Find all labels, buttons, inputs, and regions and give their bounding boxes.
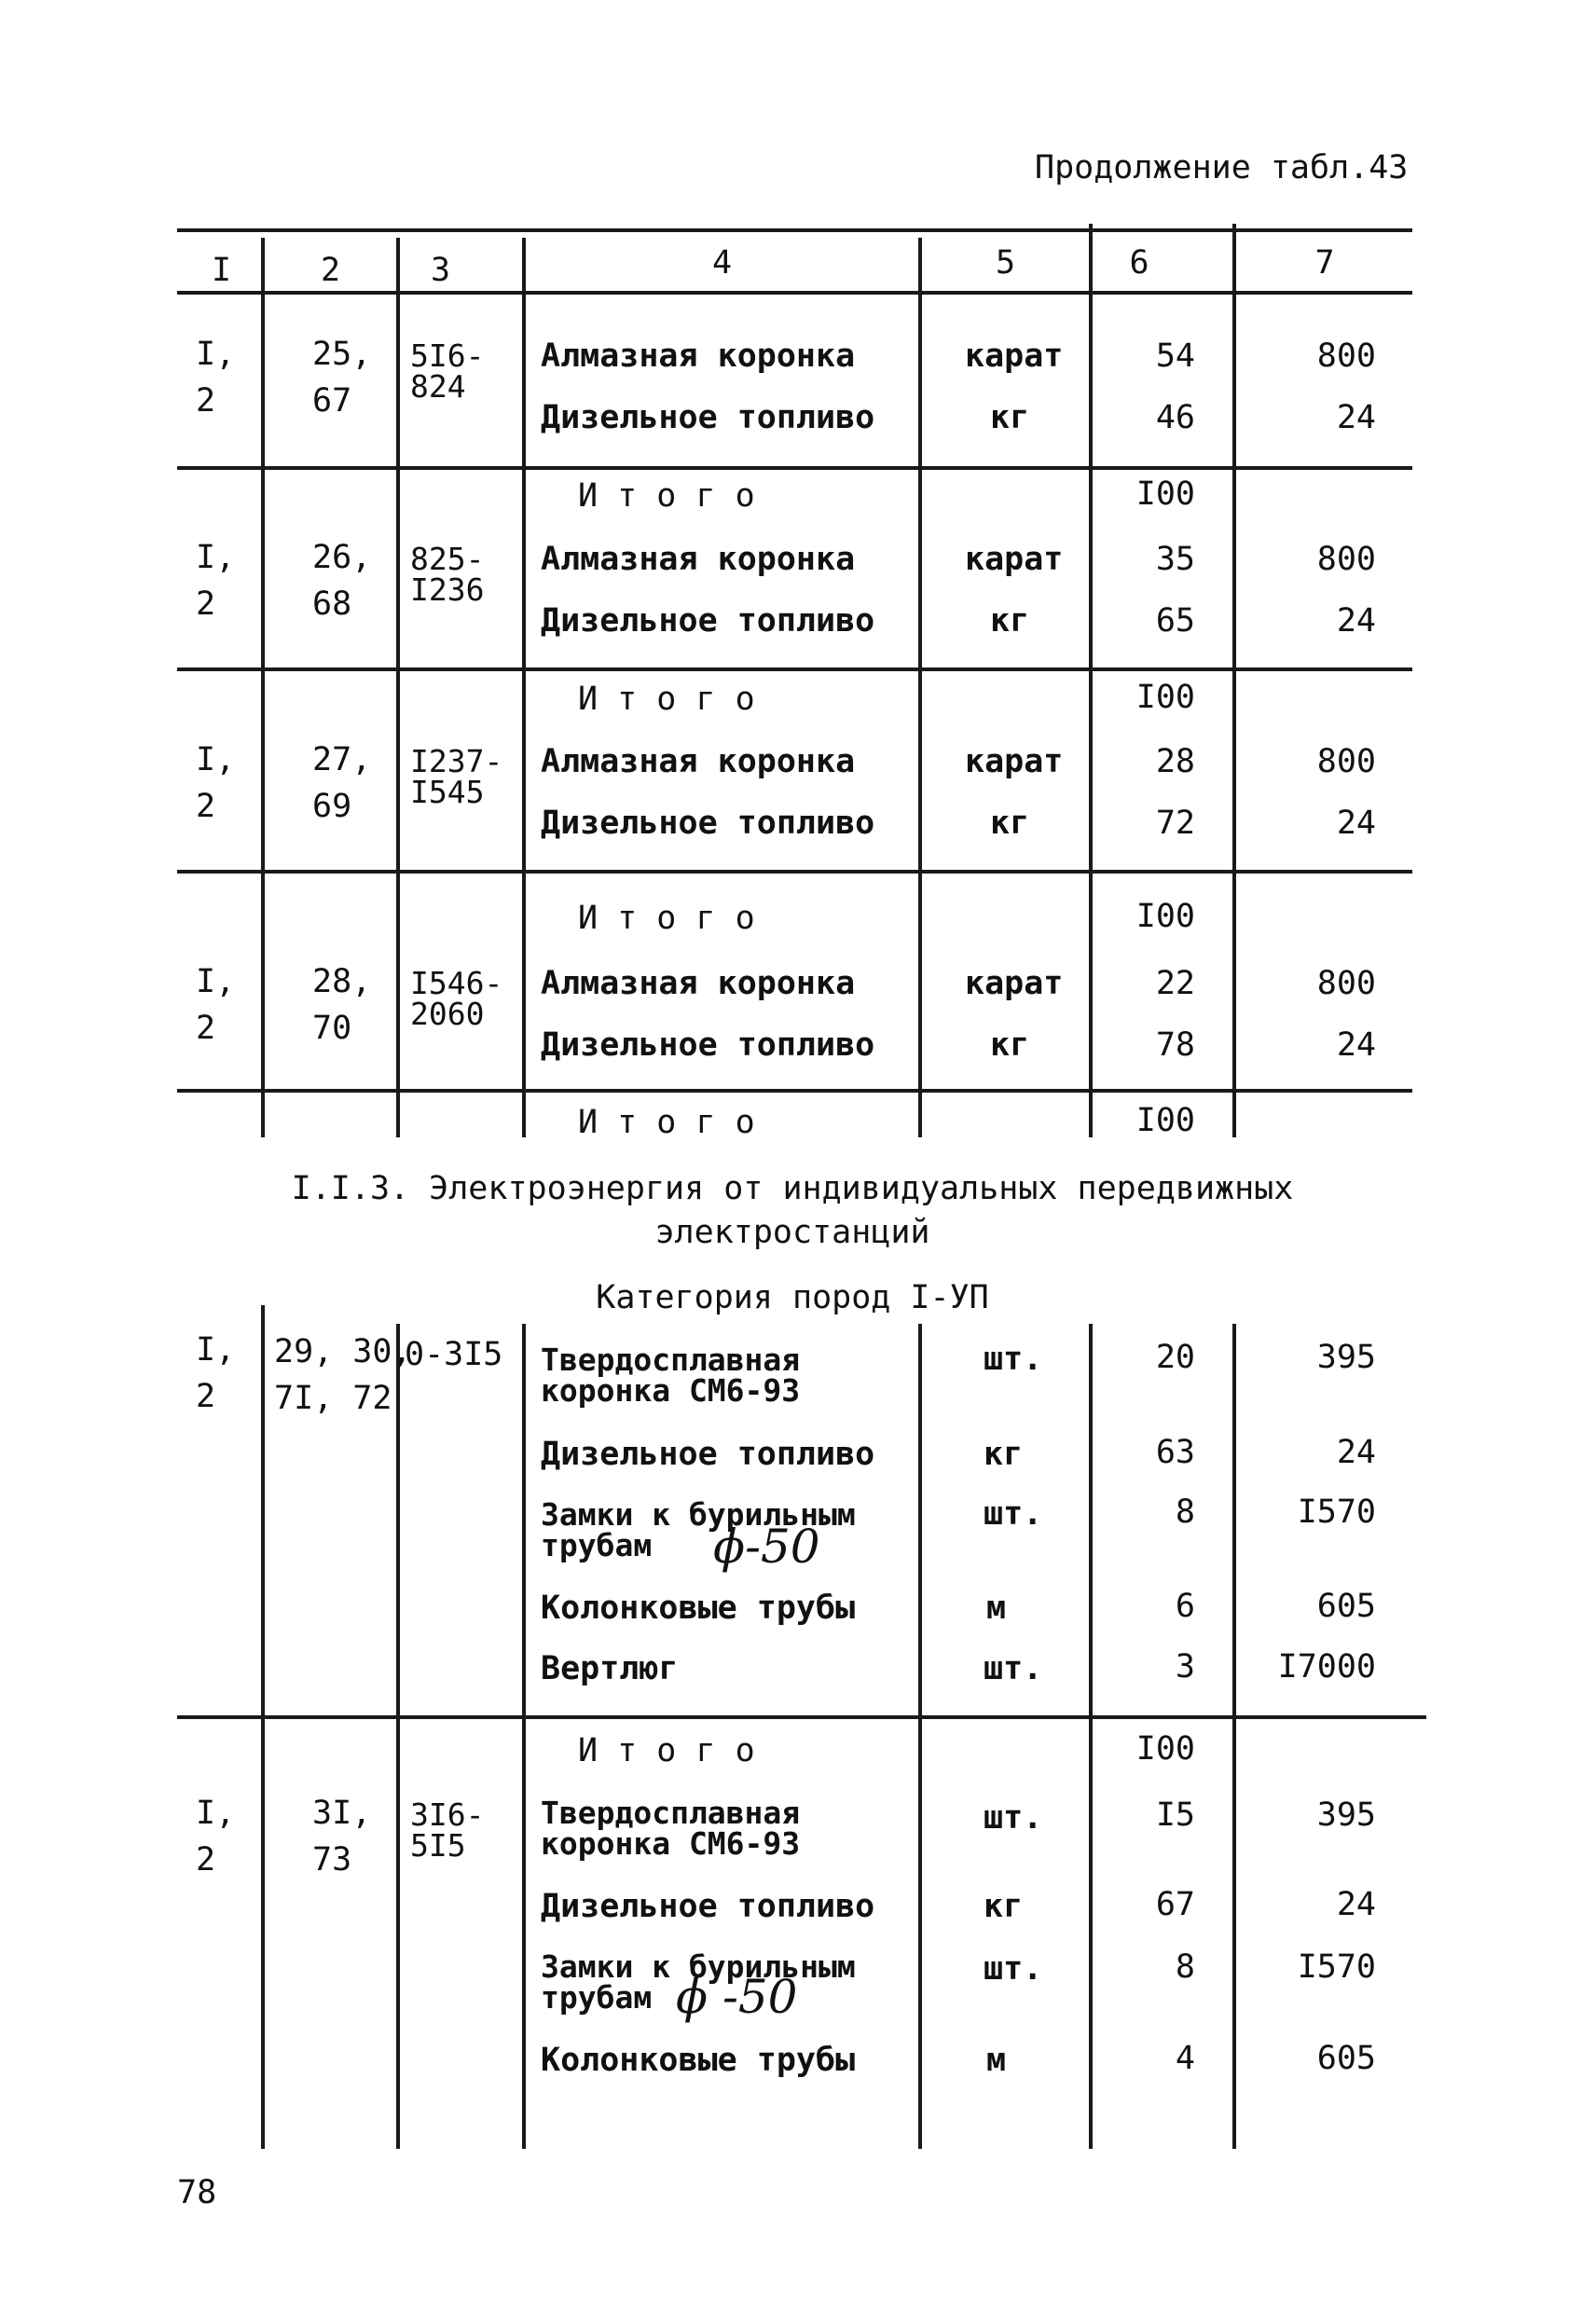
row-unit: м — [986, 1590, 1007, 1627]
row-name-line1: Замки к бурильным — [541, 1496, 856, 1533]
total-value: I00 — [1135, 475, 1195, 513]
row-price: 24 — [1336, 602, 1376, 640]
row-unit: шт. — [984, 1495, 1043, 1533]
row-name-line1: Дизельное топливо — [541, 1888, 875, 1925]
group-col3-line1: 0-3I5 — [405, 1336, 503, 1373]
row-percent: 6 — [1175, 1588, 1195, 1625]
table-rule — [177, 667, 1412, 671]
group-col3-line1: 825- — [410, 541, 485, 577]
row-percent: 72 — [1155, 805, 1195, 842]
table-rule — [396, 238, 400, 1137]
row-name-line2: трубам — [541, 1527, 653, 1563]
group-col2-line1: 27, — [312, 741, 372, 778]
table-rule — [522, 1324, 526, 2149]
group-col1-line1: I, — [196, 963, 236, 1000]
row-name: Дизельное топливо — [541, 399, 875, 436]
group-col3-line2: 824 — [410, 368, 466, 405]
row-price: 800 — [1316, 965, 1376, 1002]
row-price: 24 — [1336, 399, 1376, 436]
group-col1-line1: I, — [196, 741, 236, 778]
table-continuation-header: Продолжение табл.43 — [1035, 149, 1409, 186]
row-percent: I5 — [1155, 1796, 1195, 1834]
row-price: 24 — [1336, 1026, 1376, 1064]
table-rule — [918, 1324, 922, 2149]
group-col1-line2: 2 — [196, 382, 216, 420]
table-rule — [396, 1324, 400, 2149]
column-header-1: I — [211, 252, 232, 289]
row-name-line2: коронка СМ6-93 — [541, 1825, 801, 1862]
group-col3-line1: 5I6- — [410, 337, 485, 374]
total-value: I00 — [1135, 1102, 1195, 1139]
total-label: И т о г о — [578, 1732, 755, 1769]
group-col2-line2: 73 — [312, 1841, 352, 1878]
group-col1-line2: 2 — [196, 585, 216, 623]
row-price: 24 — [1336, 1434, 1376, 1471]
table-rule — [177, 228, 1412, 232]
group-col1-line2: 2 — [196, 1378, 216, 1415]
group-col3-line1: 3I6- — [410, 1796, 485, 1833]
row-name: Дизельное топливо — [541, 602, 875, 640]
page-number: 78 — [177, 2174, 217, 2211]
row-name: Дизельное топливо — [541, 805, 875, 842]
group-col1-line1: I, — [196, 539, 236, 576]
row-percent: 3 — [1175, 1648, 1195, 1686]
table-rule — [261, 238, 265, 1137]
group-col2-line1: 29, 30, — [274, 1333, 412, 1370]
group-col1-line1: I, — [196, 1331, 236, 1369]
group-col1-line1: I, — [196, 336, 236, 373]
row-unit: кг — [984, 1436, 1024, 1473]
row-name-line2: коронка СМ6-93 — [541, 1372, 801, 1409]
row-name-line2: трубам — [541, 1979, 653, 2016]
row-percent: 65 — [1155, 602, 1195, 640]
row-name: Алмазная коронка — [541, 337, 856, 375]
row-price: 24 — [1336, 805, 1376, 842]
table-rule — [177, 1089, 1412, 1093]
row-name-line1: Твердосплавная — [541, 1795, 801, 1831]
total-value: I00 — [1135, 898, 1195, 935]
section-title-line2: электростанций — [654, 1214, 930, 1251]
group-col3-line2: I545 — [410, 774, 485, 810]
row-percent: 78 — [1155, 1026, 1195, 1064]
row-name: Алмазная коронка — [541, 743, 856, 780]
column-header-7: 7 — [1314, 244, 1335, 282]
row-price: 800 — [1316, 743, 1376, 780]
total-value: I00 — [1135, 679, 1195, 716]
row-name-line1: Дизельное топливо — [541, 1436, 875, 1473]
section-title-line1: I.I.3. Электроэнергия от индивидуальных передвижных — [291, 1170, 1294, 1207]
group-col2-line1: 25, — [312, 336, 372, 373]
row-unit: шт. — [984, 1799, 1043, 1837]
row-percent: 28 — [1155, 743, 1195, 780]
column-header-5: 5 — [995, 244, 1016, 282]
total-value: I00 — [1135, 1730, 1195, 1768]
row-unit: карат — [965, 743, 1064, 780]
handwritten-diameter-note: ϕ-50 — [713, 1520, 820, 1574]
table-rule — [177, 291, 1412, 295]
table-rule — [177, 466, 1412, 470]
row-price: 395 — [1316, 1339, 1376, 1376]
column-header-3: 3 — [430, 252, 451, 289]
row-percent: 8 — [1175, 1948, 1195, 1986]
group-col1-line2: 2 — [196, 788, 216, 825]
row-unit: шт. — [984, 1650, 1043, 1687]
row-unit: карат — [965, 337, 1064, 375]
group-col1-line1: I, — [196, 1795, 236, 1832]
group-col3-line1: I546- — [410, 965, 503, 1001]
row-percent: 46 — [1155, 399, 1195, 436]
group-col2-line2: 67 — [312, 382, 352, 420]
total-label: И т о г о — [578, 681, 755, 718]
row-price: 800 — [1316, 541, 1376, 578]
table-rule — [177, 870, 1412, 874]
row-unit: кг — [990, 399, 1030, 436]
total-label: И т о г о — [578, 1104, 755, 1141]
row-unit: карат — [965, 541, 1064, 578]
group-col2-line2: 69 — [312, 788, 352, 825]
table-rule — [918, 238, 922, 1137]
row-unit: кг — [990, 1026, 1030, 1064]
group-col2-line2: 70 — [312, 1010, 352, 1047]
group-col2-line1: 26, — [312, 539, 372, 576]
group-col2-line2: 7I, 72 — [274, 1380, 392, 1417]
group-col2-line1: 28, — [312, 963, 372, 1000]
group-col2-line1: 3I, — [312, 1795, 372, 1832]
column-header-4: 4 — [711, 244, 733, 282]
row-name: Дизельное топливо — [541, 1026, 875, 1064]
row-name: Алмазная коронка — [541, 541, 856, 578]
row-percent: 22 — [1155, 965, 1195, 1002]
row-name: Алмазная коронка — [541, 965, 856, 1002]
row-percent: 35 — [1155, 541, 1195, 578]
row-name-line1: Колонковые трубы — [541, 1590, 856, 1627]
table-rule — [177, 1715, 1426, 1719]
table-rule — [261, 1305, 265, 2149]
group-col2-line2: 68 — [312, 585, 352, 623]
row-price: 24 — [1336, 1886, 1376, 1923]
row-price: I7000 — [1277, 1648, 1376, 1686]
column-header-2: 2 — [320, 252, 341, 289]
row-unit: м — [986, 2042, 1007, 2079]
row-unit: кг — [990, 805, 1030, 842]
group-col3-line1: I237- — [410, 743, 503, 779]
category-label: Категория пород I-УП — [596, 1279, 989, 1316]
row-price: 605 — [1316, 1588, 1376, 1625]
group-col3-line2: 2060 — [410, 996, 485, 1032]
row-name-line1: Твердосплавная — [541, 1342, 801, 1378]
row-percent: 67 — [1155, 1886, 1195, 1923]
handwritten-diameter-note: ϕ -50 — [676, 1970, 798, 2024]
row-name-line1: Колонковые трубы — [541, 2042, 856, 2079]
row-percent: 8 — [1175, 1493, 1195, 1531]
total-label: И т о г о — [578, 477, 755, 515]
row-unit: шт. — [984, 1341, 1043, 1378]
row-unit: карат — [965, 965, 1064, 1002]
column-header-6: 6 — [1129, 244, 1149, 282]
row-percent: 20 — [1155, 1339, 1195, 1376]
total-label: И т о г о — [578, 900, 755, 937]
row-price: 605 — [1316, 2040, 1376, 2077]
row-percent: 4 — [1175, 2040, 1195, 2077]
row-price: 800 — [1316, 337, 1376, 375]
row-unit: кг — [990, 602, 1030, 640]
row-percent: 54 — [1155, 337, 1195, 375]
row-price: I570 — [1297, 1493, 1376, 1531]
group-col1-line2: 2 — [196, 1841, 216, 1878]
row-unit: шт. — [984, 1950, 1043, 1988]
row-price: 395 — [1316, 1796, 1376, 1834]
row-unit: кг — [984, 1888, 1024, 1925]
group-col3-line2: I236 — [410, 571, 485, 608]
group-col1-line2: 2 — [196, 1010, 216, 1047]
row-price: I570 — [1297, 1948, 1376, 1986]
row-name-line1: Замки к бурильным — [541, 1948, 856, 1985]
group-col3-line2: 5I5 — [410, 1827, 466, 1864]
row-percent: 63 — [1155, 1434, 1195, 1471]
row-name-line1: Вертлюг — [541, 1650, 679, 1687]
table-rule — [522, 238, 526, 1137]
